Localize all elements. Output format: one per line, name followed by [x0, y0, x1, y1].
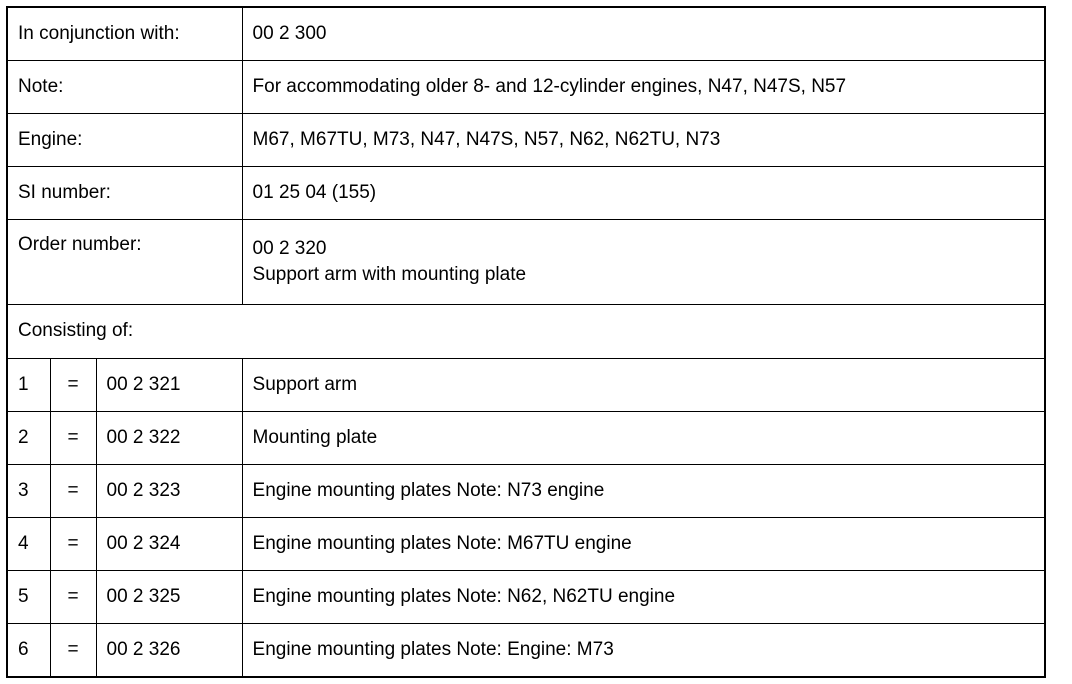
row-in-conjunction	[8, 8, 1044, 61]
item-index: 1	[8, 358, 50, 411]
order-number: 00 2 320	[252, 238, 327, 260]
item-separator: =	[50, 464, 96, 517]
row-si-number	[8, 167, 1044, 220]
item-separator: =	[50, 517, 96, 570]
item-description: Engine mounting plates Note: Engine: M73	[242, 623, 1044, 676]
value-note: For accommodating older 8- and 12-cylinder engines, N47, N47S, N57	[242, 61, 1044, 114]
item-description: Support arm	[242, 358, 1044, 411]
label-note: Note:	[8, 61, 242, 114]
label-in-conjunction: In conjunction with:	[8, 8, 242, 61]
item-description: Mounting plate	[242, 411, 1044, 464]
item-part-number: 00 2 325	[96, 570, 242, 623]
item-part-number: 00 2 322	[96, 411, 242, 464]
item-separator: =	[50, 358, 96, 411]
item-part-number: 00 2 323	[96, 464, 242, 517]
item-part-number: 00 2 326	[96, 623, 242, 676]
table-row	[8, 411, 1044, 464]
item-description: Engine mounting plates Note: M67TU engine	[242, 517, 1044, 570]
label-order-number: Order number:	[8, 220, 242, 305]
row-engine	[8, 114, 1044, 167]
order-description: Support arm with mounting plate	[252, 264, 527, 286]
table-row	[8, 570, 1044, 623]
item-index: 4	[8, 517, 50, 570]
table-row	[8, 464, 1044, 517]
value-engine: M67, M67TU, M73, N47, N47S, N57, N62, N62TU, N73	[242, 114, 1044, 167]
info-table	[8, 8, 1044, 676]
value-order-number	[242, 220, 1044, 305]
row-note	[8, 61, 1044, 114]
item-index: 2	[8, 411, 50, 464]
label-engine: Engine:	[8, 114, 242, 167]
table-row	[8, 623, 1044, 676]
label-consisting-of: Consisting of:	[8, 305, 1044, 358]
item-part-number: 00 2 321	[96, 358, 242, 411]
row-consisting-of	[8, 305, 1044, 358]
tool-info-table	[6, 6, 1046, 678]
item-part-number: 00 2 324	[96, 517, 242, 570]
item-description: Engine mounting plates Note: N62, N62TU engine	[242, 570, 1044, 623]
value-in-conjunction: 00 2 300	[242, 8, 1044, 61]
table-row	[8, 517, 1044, 570]
item-separator: =	[50, 411, 96, 464]
item-separator: =	[50, 570, 96, 623]
label-si-number: SI number:	[8, 167, 242, 220]
item-index: 3	[8, 464, 50, 517]
item-separator: =	[50, 623, 96, 676]
item-index: 6	[8, 623, 50, 676]
value-si-number: 01 25 04 (155)	[242, 167, 1044, 220]
item-index: 5	[8, 570, 50, 623]
item-description: Engine mounting plates Note: N73 engine	[242, 464, 1044, 517]
table-row	[8, 358, 1044, 411]
row-order-number	[8, 220, 1044, 305]
